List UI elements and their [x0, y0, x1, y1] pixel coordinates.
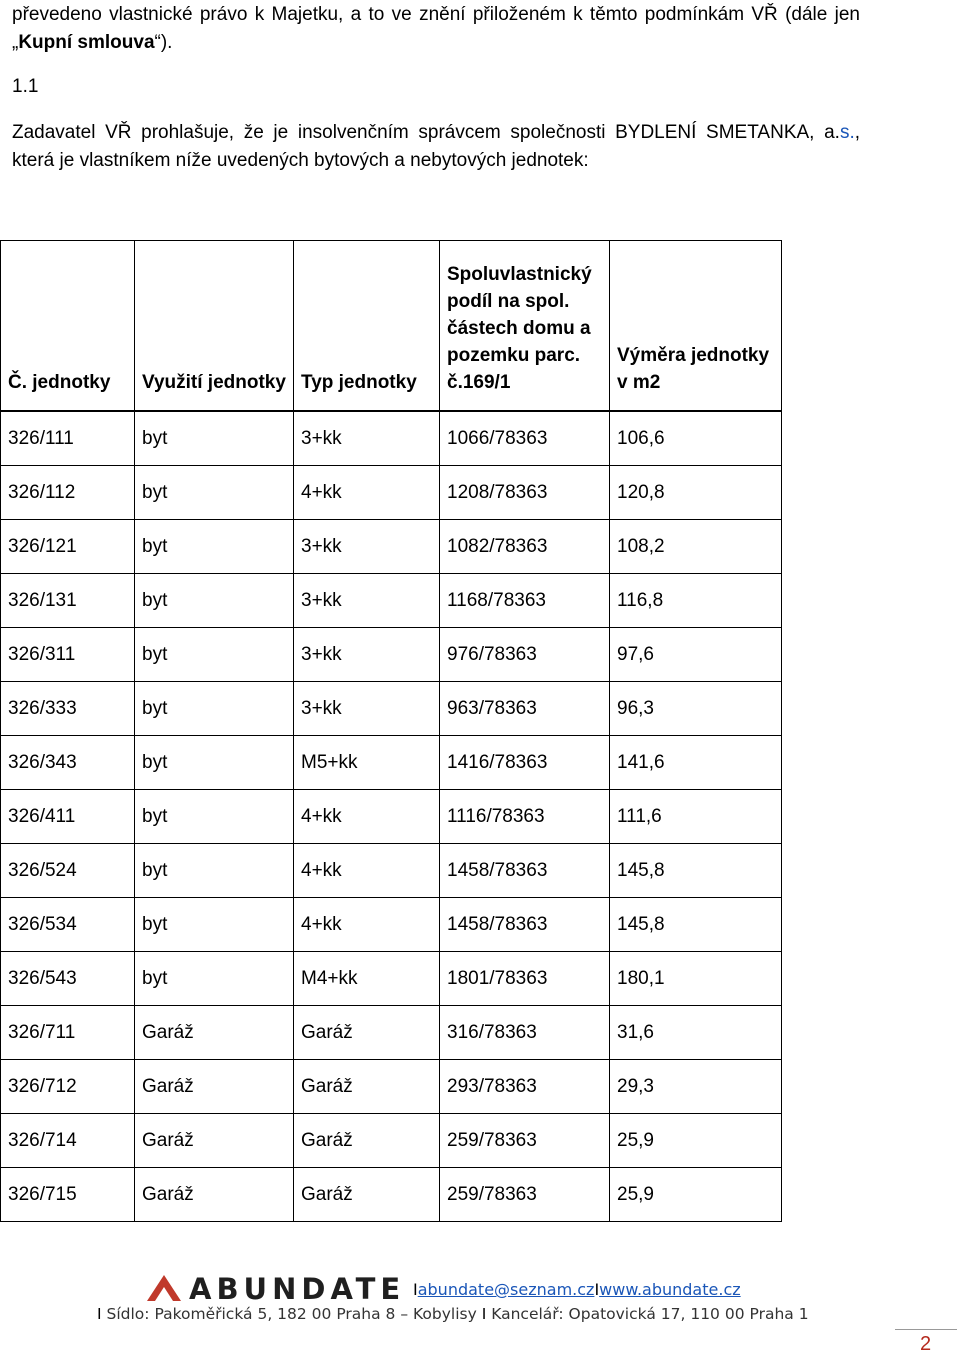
cell-unit-number: 326/534 — [1, 897, 135, 951]
cell-unit-type: Garáž — [294, 1005, 440, 1059]
footer-separator: I — [97, 1305, 102, 1323]
intro-text: převedeno vlastnické právo k Majetku, a to ve znění přiloženém k těmto podmínkám VŘ (dále jen „ — [12, 4, 860, 53]
declaration-text: Zadavatel VŘ prohlašuje, že je insolvenčním správcem společnosti BYDLENÍ SMETANKA, a. — [12, 122, 840, 143]
cell-share: 1801/78363 — [440, 951, 610, 1005]
cell-share: 1458/78363 — [440, 843, 610, 897]
header-share: Spoluvlastnický podíl na spol. částech domu a pozemku parc. č.169/1 — [440, 241, 610, 411]
cell-area: 145,8 — [610, 843, 782, 897]
table-header-row — [1, 241, 782, 411]
cell-area: 116,8 — [610, 573, 782, 627]
cell-unit-type: 3+kk — [294, 681, 440, 735]
logo-icon — [147, 1269, 409, 1303]
cell-unit-use: Garáž — [135, 1113, 294, 1167]
web-link[interactable]: www.abundate.cz — [599, 1280, 741, 1299]
cell-area: 111,6 — [610, 789, 782, 843]
cell-unit-number: 326/714 — [1, 1113, 135, 1167]
intro-paragraph — [12, 1, 860, 57]
footer-address — [97, 1305, 809, 1323]
cell-unit-type: 4+kk — [294, 789, 440, 843]
footer-seat: Sídlo: Pakoměřická 5, 182 00 Praha 8 – Kobylisy — [106, 1305, 477, 1323]
header-area: Výměra jednotky v m2 — [610, 241, 782, 411]
cell-share: 1208/78363 — [440, 465, 610, 519]
table-row — [1, 789, 782, 843]
cell-unit-use: byt — [135, 465, 294, 519]
cell-share: 1082/78363 — [440, 519, 610, 573]
cell-unit-type: M5+kk — [294, 735, 440, 789]
cell-unit-use: byt — [135, 951, 294, 1005]
cell-unit-type: 4+kk — [294, 843, 440, 897]
cell-unit-number: 326/712 — [1, 1059, 135, 1113]
footer-office: Kancelář: Opatovická 17, 110 00 Praha 1 — [491, 1305, 809, 1323]
page-number: 2 — [920, 1333, 932, 1355]
cell-share: 1168/78363 — [440, 573, 610, 627]
table-row — [1, 519, 782, 573]
cell-unit-type: 3+kk — [294, 519, 440, 573]
cell-area: 31,6 — [610, 1005, 782, 1059]
cell-area: 180,1 — [610, 951, 782, 1005]
cell-unit-number: 326/343 — [1, 735, 135, 789]
header-unit-use: Využití jednotky — [135, 241, 294, 411]
units-table — [0, 240, 782, 1222]
cell-area: 96,3 — [610, 681, 782, 735]
cell-unit-number: 326/311 — [1, 627, 135, 681]
cell-share: 976/78363 — [440, 627, 610, 681]
cell-area: 106,6 — [610, 411, 782, 466]
cell-share: 1116/78363 — [440, 789, 610, 843]
cell-share: 259/78363 — [440, 1167, 610, 1221]
cell-unit-use: Garáž — [135, 1059, 294, 1113]
cell-unit-number: 326/111 — [1, 411, 135, 466]
table-row — [1, 735, 782, 789]
cell-unit-use: Garáž — [135, 1005, 294, 1059]
table-row — [1, 1167, 782, 1221]
cell-area: 145,8 — [610, 897, 782, 951]
cell-area: 141,6 — [610, 735, 782, 789]
page-number-rule — [895, 1329, 957, 1330]
cell-unit-number: 326/333 — [1, 681, 135, 735]
cell-unit-type: M4+kk — [294, 951, 440, 1005]
intro-text-end: “). — [154, 32, 173, 53]
table-row — [1, 1059, 782, 1113]
cell-unit-use: byt — [135, 897, 294, 951]
cell-unit-use: byt — [135, 681, 294, 735]
cell-unit-number: 326/121 — [1, 519, 135, 573]
cell-unit-type: Garáž — [294, 1059, 440, 1113]
cell-share: 963/78363 — [440, 681, 610, 735]
cell-unit-use: byt — [135, 789, 294, 843]
intro-bold-term: Kupní smlouva — [18, 32, 155, 53]
footer-separator: I — [481, 1305, 487, 1323]
footer-separator: I — [413, 1280, 418, 1299]
table-row — [1, 843, 782, 897]
cell-share: 259/78363 — [440, 1113, 610, 1167]
cell-unit-type: 4+kk — [294, 465, 440, 519]
cell-unit-use: byt — [135, 519, 294, 573]
cell-unit-type: Garáž — [294, 1167, 440, 1221]
table-row — [1, 681, 782, 735]
declaration-abbrev: s. — [839, 122, 855, 143]
cell-unit-number: 326/112 — [1, 465, 135, 519]
cell-unit-use: byt — [135, 627, 294, 681]
abundate-logo — [147, 1269, 409, 1303]
cell-area: 97,6 — [610, 627, 782, 681]
declaration-paragraph — [12, 119, 860, 175]
cell-area: 108,2 — [610, 519, 782, 573]
cell-unit-type: 3+kk — [294, 573, 440, 627]
cell-unit-number: 326/715 — [1, 1167, 135, 1221]
cell-share: 1066/78363 — [440, 411, 610, 466]
table-row — [1, 897, 782, 951]
svg-text:ABUNDATE: ABUNDATE — [189, 1272, 406, 1303]
table-row — [1, 1005, 782, 1059]
cell-unit-use: byt — [135, 735, 294, 789]
cell-share: 1416/78363 — [440, 735, 610, 789]
cell-unit-type: 3+kk — [294, 627, 440, 681]
footer-separator: I — [594, 1280, 600, 1299]
footer-contacts — [413, 1280, 741, 1299]
table-row — [1, 951, 782, 1005]
cell-unit-number: 326/711 — [1, 1005, 135, 1059]
table-row — [1, 627, 782, 681]
cell-unit-use: byt — [135, 411, 294, 466]
cell-unit-type: Garáž — [294, 1113, 440, 1167]
cell-unit-number: 326/543 — [1, 951, 135, 1005]
cell-area: 120,8 — [610, 465, 782, 519]
cell-unit-type: 4+kk — [294, 897, 440, 951]
table-row — [1, 411, 782, 466]
header-unit-number: Č. jednotky — [1, 241, 135, 411]
table-body — [1, 411, 782, 1222]
cell-unit-use: byt — [135, 573, 294, 627]
cell-area: 29,3 — [610, 1059, 782, 1113]
cell-unit-use: byt — [135, 843, 294, 897]
cell-unit-number: 326/524 — [1, 843, 135, 897]
table-row — [1, 1113, 782, 1167]
cell-share: 1458/78363 — [440, 897, 610, 951]
cell-share: 316/78363 — [440, 1005, 610, 1059]
declaration-text-end: , která je vlastníkem níže uvedených bytových a nebytových jednotek: — [12, 122, 860, 171]
email-link[interactable]: abundate@seznam.cz — [417, 1280, 595, 1299]
cell-unit-number: 326/131 — [1, 573, 135, 627]
cell-unit-number: 326/411 — [1, 789, 135, 843]
cell-area: 25,9 — [610, 1113, 782, 1167]
header-unit-type: Typ jednotky — [294, 241, 440, 411]
table-row — [1, 573, 782, 627]
table-row — [1, 465, 782, 519]
cell-unit-use: Garáž — [135, 1167, 294, 1221]
cell-unit-type: 3+kk — [294, 411, 440, 466]
cell-share: 293/78363 — [440, 1059, 610, 1113]
section-number: 1.1 — [12, 76, 39, 97]
cell-area: 25,9 — [610, 1167, 782, 1221]
